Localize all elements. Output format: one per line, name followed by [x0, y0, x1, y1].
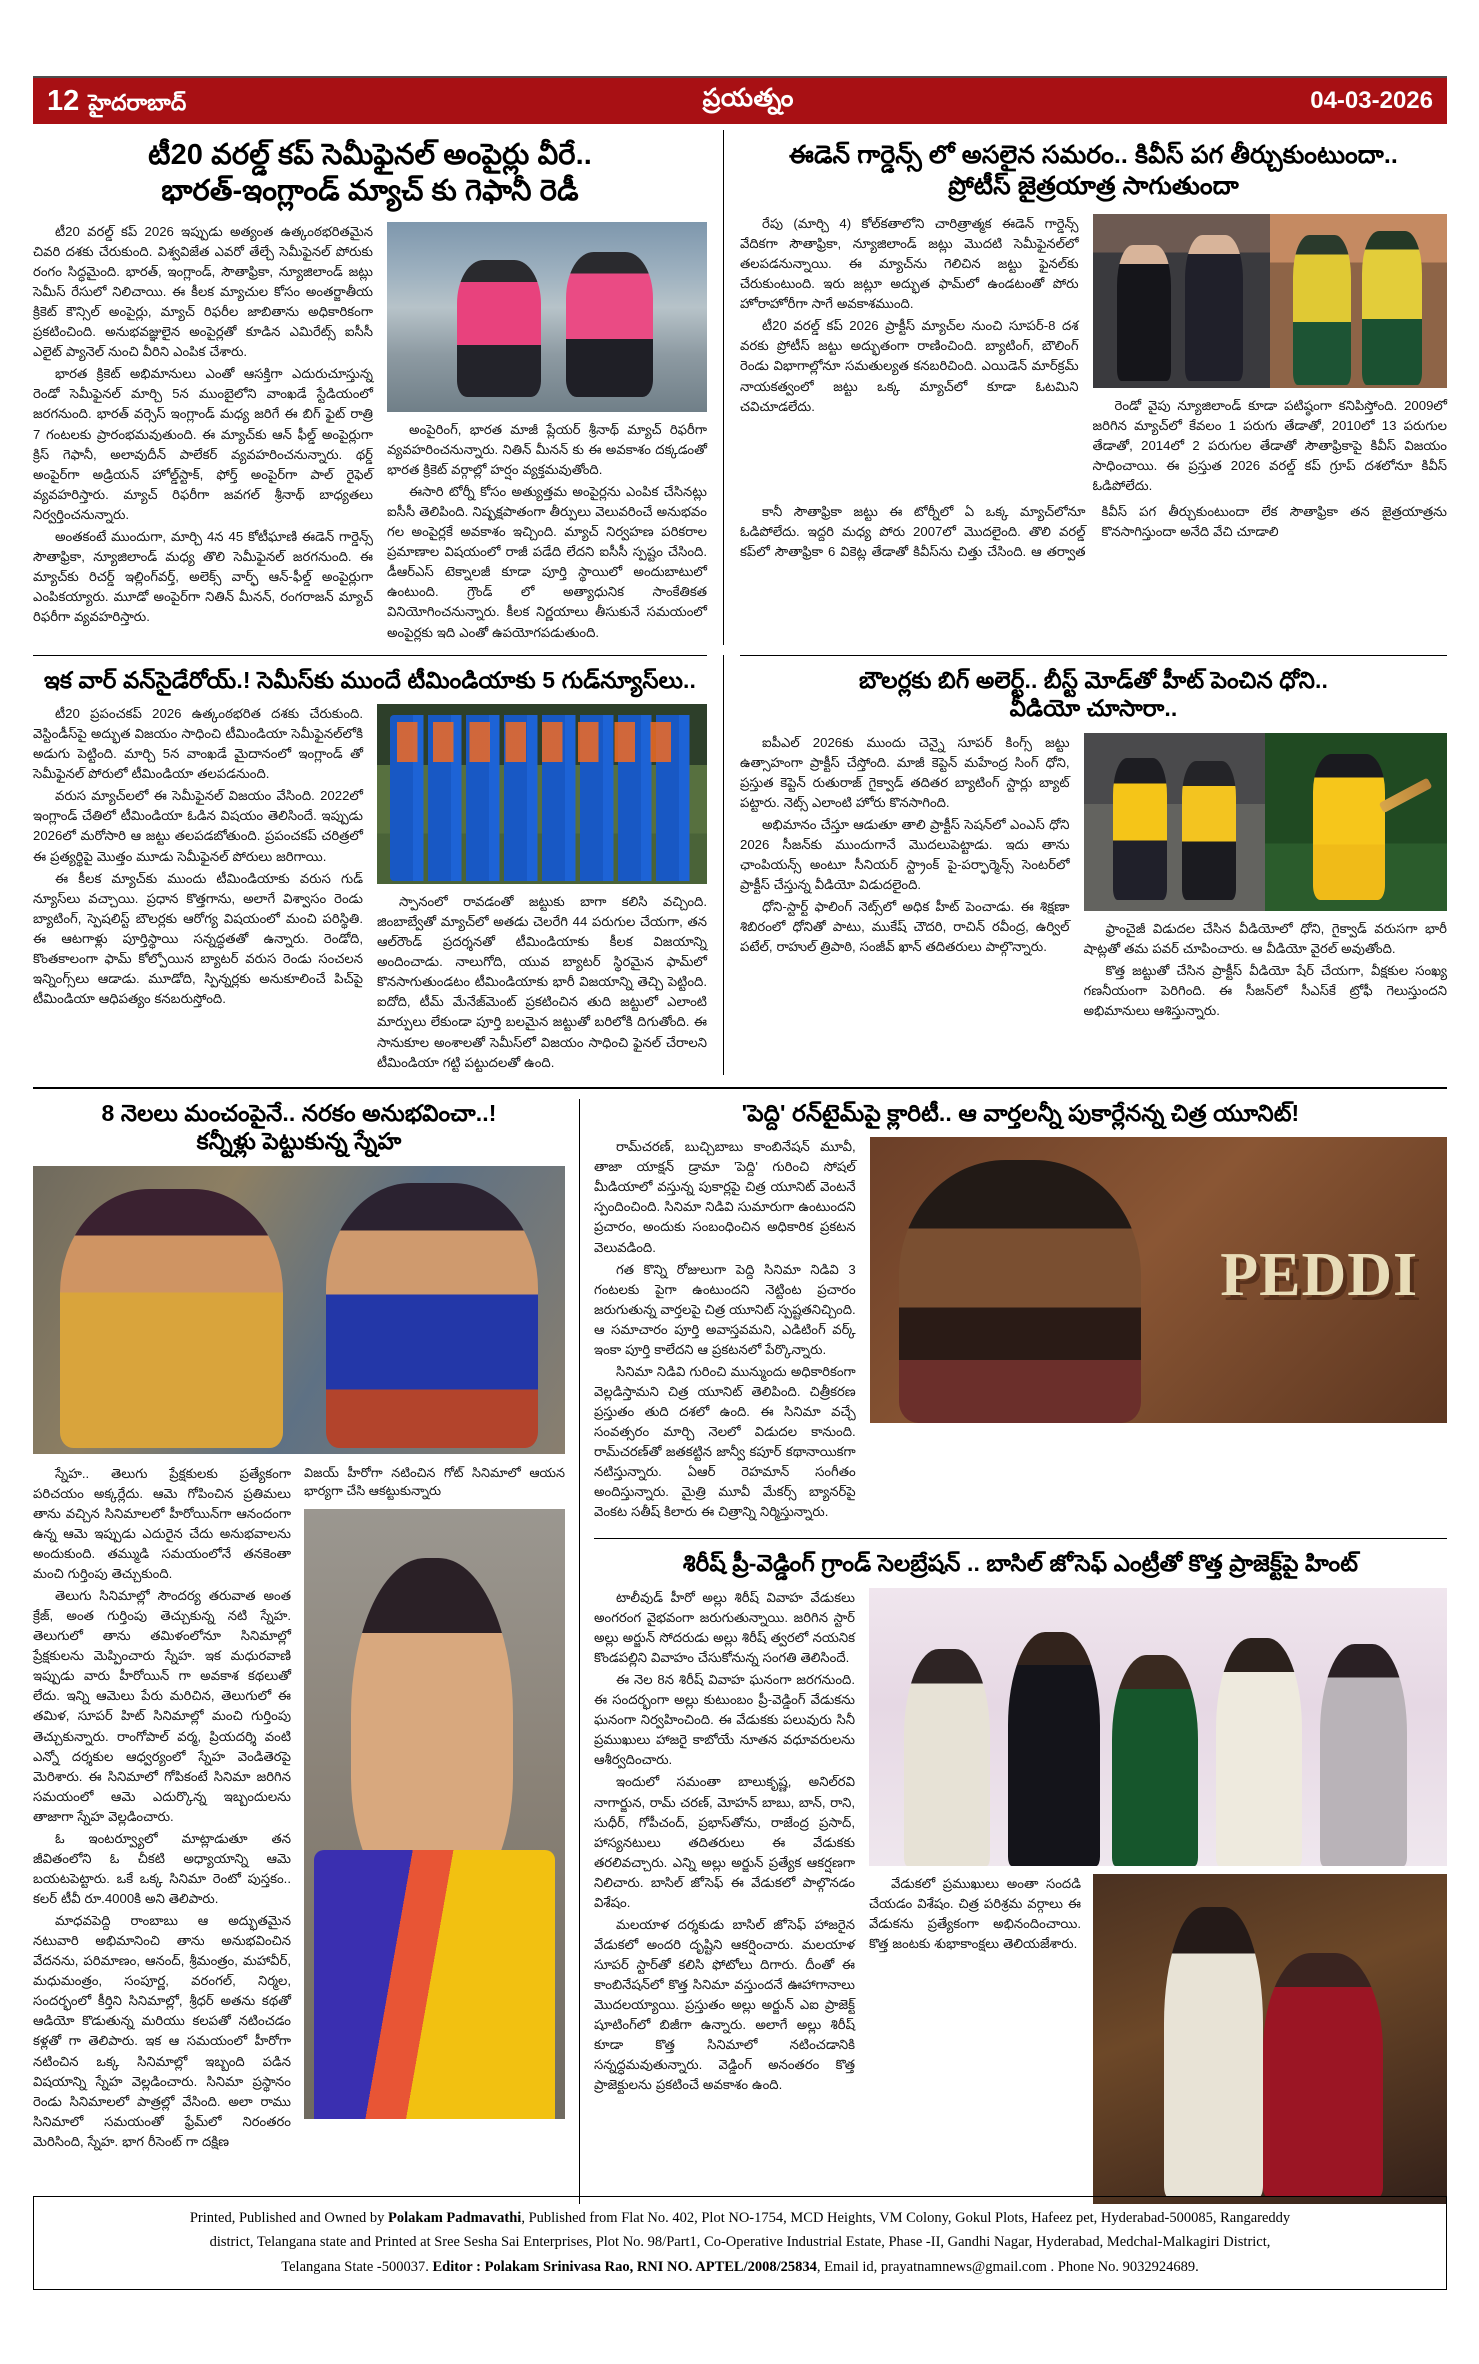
sneha-para-3: ఓ ఇంటర్వ్యూలో మాట్లాడుతూ తన జీవితంలోని ఓ చీకటి అధ్యాయాన్ని ఆమె బయటపెట్టారు. ఒకే ఒక్క సినిమా రెంటో పుస్తకం.. కలర్ టీవీ రూ.4000కి అని తెలిపారు.	[33, 1830, 291, 1907]
divider-rule-2	[740, 655, 1447, 656]
shirish-col3	[869, 1874, 1081, 2204]
footer-line1-prefix: Printed, Published and Owned by	[189, 2210, 388, 2227]
sneha-photo-caption: విజయ్ హీరోగా నటించిన గోట్ సినిమాలో ఆయన భార్యగా చేసి ఆకట్టుకున్నారు	[304, 1464, 565, 1499]
entertainment-right-column	[579, 1099, 1447, 2204]
peddi-headline: 'పెద్ది' రన్‌టైమ్‌పై క్లారిటీ.. ఆ వార్తలన్నీ పుకార్లేనన్న చిత్ర యూనిట్!	[741, 1099, 1300, 1126]
sneha-headline-line2: కన్నీళ్లు పెట్టుకున్న స్నేహ	[196, 1128, 402, 1155]
publication-date: 04-03-2026	[1310, 87, 1433, 114]
sneha-emotional-photo	[33, 1166, 565, 1454]
divider-rule	[33, 655, 707, 656]
sneha-para-4: మాధవపెద్ది రాంబాబు ఆ అద్భుతమైన నటువారి అభిమానించి తాను అనుభవించిన వేదనను, పరిమాణం, ఆనంద్, శ్రీమంత్రం, మహావీర్, మధుమంత్రం, సంపూర్ణ, వరంగల్, నిర్మల, సందర్భంలో కీర్తిని సినిమాల్లో, శ్రీధర్ అతను కథతో ఆడియో కొడుతున్న మరియు కలపతో నటించడం కళ్లతో గా తెలిపారు. ఇక ఆ సమయంలో హీరోగా నటించిన ఒక్క సినిమాల్లో ఇబ్బంది పడిన విషయాన్ని స్నేహ వెల్లడించారు. సినిమా ప్రస్థానం రెండు సినిమాలలో పాత్రల్లో వేసింది. అలా రాము సినిమాలో సమయంతో ఫ్రేమ్‌లో నిరంతరం మెరిసింది, స్నేహ. భాగ రీసెంట్ గా దక్షిణ	[33, 1913, 291, 2149]
dhoni-col2	[1084, 733, 1447, 1023]
article-eden	[723, 130, 1447, 645]
footer-line-3	[281, 2257, 1198, 2278]
publisher-name: Polakam Padmavathi	[388, 2210, 522, 2227]
new-zealand-players-photo	[1093, 214, 1270, 388]
india-col2-para-1: స్పానంలో రావడంతో జట్టుకు బాగా కలిసి వచ్చింది. జింబాబ్వేతో మ్యాచ్‌లో అతడు చెలరేగి 44 పరుగుల చేయగా, తన ఆల్‌రౌండ్ ప్రదర్శనతో టీమిండియాకు కీలక విజయాన్ని అందించాడు. నాలుగోది, యువ బ్యాటర్ స్థిరమైన ఫామ్‌లో కొనసాగుతుండటం టీమిండియాకు భారీ విజయాన్ని తెచ్చి పెట్టింది. ఐదోది, టీమ్ మేనేజ్‌మెంట్ ప్రకటించిన తుది జట్టులో ఎలాంటి మార్పులు లేకుండా పూర్తి బలమైన జట్టుతో బరిలోకి దిగుతోంది. ఈ సానుకూల అంశాలతో సెమీస్‌లో విజయం సాధించి ఫైనల్ చేరాలని టీమిండియా గట్టి పట్టుదలతో ఉంది.	[377, 894, 707, 1070]
eden-para-4: కానీ సౌతాఫ్రికా జట్టు ఈ టోర్నీలో ఏ ఒక్క మ్యాచ్‌లోనూ ఓడిపోలేదు. ఇద్దరి మధ్య పోరు 2007లో మొదలైంది. తొలి వరల్డ్ కప్‌లో సౌతాఫ్రికా 6 వికెట్ల తేడాతో కివీస్‌ను చిత్తు చేసింది. ఆ తర్వాత కివీస్ పగ తీర్చుకుంటుందా లేక సౌతాఫ్రికా తన జైత్రయాత్రను కొనసాగిస్తుందా అనేది వేచి చూడాలి	[740, 504, 1447, 560]
footer-line-1	[190, 2208, 1290, 2229]
article-shirish	[594, 1549, 1447, 2204]
umpires-col2-para-1: అంపైరింగ్, భారత మాజీ ప్లేయర్ శ్రీనాథ్ మ్యాచ్ రిఫరీగా వ్యవహరించనున్నారు. నితిన్ మీనన్ కు ఈ అవకాశం దక్కడంతో భారత క్రికెట్ వర్గాల్లో హర్షం వ్యక్తమవుతోంది.	[387, 421, 707, 478]
guest-4	[1216, 1638, 1303, 1866]
peddi-col1	[594, 1137, 856, 1524]
peddi-title-text: PEDDI	[1220, 1241, 1419, 1310]
article-india	[33, 655, 723, 1075]
team-india-photo	[377, 704, 707, 884]
umpires-headline-line1: టీ20 వరల్డ్ కప్ సెమీఫైనల్ అంపైర్లు వీరే..	[148, 139, 592, 171]
peddi-para-2: గత కొన్ని రోజులుగా పెద్ది సినిమా నిడివి 3 గంటలకు పైగా ఉంటుందని నెట్టింట ప్రచారం జరుగుతున్న వార్తలపై చిత్ర యూనిట్ స్పష్టతనిచ్చింది. ఆ సమాచారం పూర్తి అవాస్తవమని, ఎడిటింగ్ వర్క్ ఇంకా పూర్తి కాలేదని ఆ ప్రకటనలో పేర్కొన్నారు.	[594, 1261, 856, 1357]
eden-col2	[1093, 214, 1447, 498]
shirish-headline: శిరీష్ ప్రీ-వెడ్డింగ్ గ్రాండ్ సెలబ్రేషన్ .. బాసిల్ జోసెఫ్ ఎంట్రీతో కొత్త ప్రాజెక్ట్‌పై హింట్	[682, 1550, 1359, 1577]
peddi-para-1: రామ్‌చరణ్, బుచ్చిబాబు కాంబినేషన్ మూవీ, తాజా యాక్షన్ డ్రామా 'పెద్ది' గురించి సోషల్ మీడియాలో వస్తున్న పుకార్లపై చిత్ర యూనిట్ వెంటనే స్పందించింది. సినిమా నిడివి సుమారుగా ఉంటుందని ప్రచారం, అందుకు సంబంధించిన అధికారిక ప్రకటన వెలువడింది.	[594, 1139, 856, 1255]
dhoni-para-4: ఫ్రాంచైజీ విడుదల చేసిన వీడియోలో ధోని, గైక్వాడ్ వరుసగా భారీ షాట్లతో తమ పవర్ చూపించారు. ఆ వీడియో వైరల్ అవుతోంది.	[1083, 920, 1447, 956]
umpires-col2	[387, 222, 707, 645]
masthead-banner	[33, 76, 1447, 124]
page-content	[33, 130, 1447, 2204]
umpires-col2-para-2: ఈసారి టోర్నీ కోసం అత్యుత్తమ అంపైర్లను ఎంపిక చేసినట్లు ఐసీసీ తెలిపింది. నిష్పక్షపాతంగా తీర్పులు వెలువరించే అనుభవం గల అంపైర్లకే అవకాశం ఇచ్చింది. మ్యాచ్ నిర్వహణ పరికరాల ప్రమాణాల విషయంలో రాజీ పడేది లేదని ఐసీసీ స్పష్టం చేసింది. డీఆర్ఎస్ టెక్నాలజీ కూడా పూర్తి స్థాయిలో అందుబాటులో ఉంటుంది. గ్రౌండ్ లో అత్యాధునిక సాంకేతికత వినియోగించనున్నారు. కీలక నిర్ణయాలు తీసుకునే సమయంలో అంపైర్లకు ఇది ఎంతో ఉపయోగపడుతుంది.	[387, 484, 707, 640]
umpires-para-2: భారత క్రికెట్ అభిమానులు ఎంతో ఆసక్తిగా ఎదురుచూస్తున్న రెండో సెమీఫైనల్ మార్చి 5న ముంబైలోని వాంఖడే స్టేడియంలో జరగనుంది. భారత్ వర్సెస్ ఇంగ్లాండ్ మధ్య జరిగే ఈ బిగ్ ఫైట్ రాత్రి 7 గంటలకు ప్రారంభమవుతుంది. ఈ మ్యాచ్‌కు ఆన్ ఫీల్డ్ అంపైర్లుగా క్రిస్ గెఫానీ, అలావుదీన్ పాలేకర్ వ్యవహరించనున్నారు. థర్డ్ అంపైర్‌గా అడ్రియన్ హోల్డ్‌స్టాక్, ఫోర్త్ అంపైర్‌గా పాల్ రైఫెల్ వ్యవహరిస్తారు. మ్యాచ్ రిఫరీగా జవగల్ శ్రీనాథ్ బాధ్యతలు నిర్వర్తించనున్నారు.	[33, 366, 373, 522]
india-para-1: టీ20 ప్రపంచకప్ 2026 ఉత్కంఠభరిత దశకు చేరుకుంది. వెస్టిండీస్‌పై అద్భుత విజయం సాధించి టీమిండియా సెమీఫైనల్‌లోకి అడుగు పెట్టింది. మార్చి 5న వాంఖడే మైదానంలో ఇంగ్లాండ్ తో సెమీఫైనల్ పోరులో టీమిండియా తలపడనుంది.	[33, 706, 363, 782]
edition-city: హైదరాబాద్	[88, 89, 187, 115]
dhoni-col1	[740, 733, 1070, 1023]
sneha-para-2: తెలుగు సినిమాల్లో సౌందర్య తరువాత అంత క్రేజ్, అంత గుర్తింపు తెచ్చుకున్న నటి స్నేహ. తెలుగులో తాను తమిళంలోనూ సినిమాల్లో ప్రేక్షకులను మెప్పించారు స్నేహ. ఇక మధురవాణి ఇప్పుడు వారు హీరోయిన్ గా అవకాశ కథలుతో లేదు. ఇన్ని ఆమెలు పేరు మరిచిన, తెలుగులో ఈ తమిళ, సూపర్ హిట్ సినిమాల్లో మంచి గుర్తింపు తెచ్చుకున్నారు. రాంగోపాల్ వర్మ, ప్రియదర్శి వంటి ఎన్నో దర్శకుల ఆధ్వర్యంలో స్నేహ వెండితెరపై మెరిశారు. ఈ సినిమాలో గోపికంటే సినిమా జరిగిన సమయంలో ఆమె ఎదుర్కొన్న ఇబ్బందులను తాజాగా స్నేహ వెల్లడించారు.	[33, 1588, 291, 1824]
cricket-umpires-photo	[387, 222, 707, 412]
eden-para-1: రేపు (మార్చి 4) కోల్‌కతాలోని చారిత్రాత్మక ఈడెన్ గార్డెన్స్ వేదికగా సౌతాఫ్రికా, న్యూజిలాండ్ జట్లు మొదటి సెమీఫైనల్‌లో తలపడనున్నాయి. ఈ మ్యాచ్‌ను గెలిచిన జట్టు ఫైనల్‌కు చేరుకుంటుంది. ఇరు జట్లూ అద్భుత ఫామ్‌లో ఉండటంతో పోరు హోరాహోరీగా సాగే అవకాశముంది.	[740, 216, 1079, 312]
sneha-col1	[33, 1464, 291, 2154]
dhoni-batting-photo	[1265, 733, 1447, 911]
peddi-col2	[870, 1137, 1447, 1524]
shirish-para-3: ఇందులో సమంతా బాలుకృష్ణ, అనిల్‌రవి నాగార్జున, రామ్ చరణ్, మోహన్ బాబు, బాన్, రాని, సుధీర్, గోపీచంద్, ప్రభాస్‌తోను, రాజేంద్ర ప్రసాద్, హాస్యనటులు తదితరులు ఈ వేడుకకు తరలివచ్చారు. ఎన్ని అల్లు అర్జున్ ప్రత్యేక ఆకర్షణగా నిలిచారు. బాసిల్ జోసెఫ్ ఈ వేడుకలో పాల్గొనడం విశేషం.	[594, 1774, 855, 1910]
dhoni-headline-line1: బౌలర్లకు బిగ్ అలెర్ట్.. బీస్ట్ మోడ్‌తో హీట్ పెంచిన ధోని..	[858, 666, 1329, 693]
india-col2	[377, 704, 707, 1075]
guest-2	[1008, 1632, 1100, 1866]
sneha-portrait-photo	[304, 1509, 565, 2119]
eden-headline-line1: ఈడెన్ గార్డెన్స్ లో అసలైన సమరం.. కివీస్ పగ తీర్చుకుంటుందా..	[789, 141, 1398, 169]
sneha-para-1: స్నేహ.. తెలుగు ప్రేక్షకులకు ప్రత్యేకంగా పరిచయం అక్కర్లేదు. ఆమె గోపించిన ప్రతిమలు తాను వచ్చిన సినిమాలలో హీరోయిన్‌గా ఆనందంగా ఉన్న ఆమె ఇప్పుడు ఎదురైన చేదు అనుభవాలను అందుకుంది. తమ్ముడి సమయంలోనే తనకెంతా మంచి గుర్తింపు తెచ్చుకుంది.	[33, 1465, 291, 1582]
shirish-para-2: ఈ నెల 8న శిరీష్ వివాహ ఘనంగా జరగనుంది. ఈ సందర్భంగా అల్లు కుటుంబం ప్రీ-వెడ్డింగ్ వేడుకను ఘనంగా నిర్వహించింది. ఈ వేడుకకు పలువురు సినీ ప్రముఖులు హాజరై కాబోయే నూతన వధూవరులను ఆశీర్వదించారు.	[594, 1672, 855, 1768]
footer-line-2: district, Telangana state and Printed at Sree Sesha Sai Enterprises, Plot No. 98/Part1, Co-Operative Industrial Estate, Phase -II, Gandhi Nagar, Hyderabad, Medchal-Malkagiri District,	[209, 2234, 1271, 2251]
dhoni-para-1: ఐపీఎల్ 2026కు ముందు చెన్నై సూపర్ కింగ్స్ జట్టు ఉత్సాహంగా ప్రాక్టీస్ చేస్తోంది. మాజీ కెప్టెన్ మహేంద్ర సింగ్ ధోని, ప్రస్తుత కెప్టెన్ రుతురాజ్ గైక్వాడ్ తదితర బ్యాటింగ్ స్టార్లు బ్యాట్ పట్టారు. నెట్స్ ఎలాంటి హోరు కొనసాగింది.	[740, 734, 1070, 810]
eden-para-2: టీ20 వరల్డ్ కప్ 2026 ప్రాక్టీస్ మ్యాచ్‌ల నుంచి సూపర్-8 దశ వరకు ప్రోటీస్ జట్టు అద్భుతంగా రాణించింది. బ్యాటింగ్, బౌలింగ్ రెండు విభాగాల్లోనూ సమతుల్యత కనబరిచింది. ఎయిడెన్ మార్‌క్రమ్ నాయకత్వంలో జట్టు ఒక్క మ్యాచ్‌లో కూడా ఓటమిని చవిచూడలేదు.	[740, 318, 1079, 414]
umpires-para-1: టీ20 వరల్డ్ కప్ 2026 ఇప్పుడు అత్యంత ఉత్కంఠభరితమైన చివరి దశకు చేరుకుంది. విశ్వవిజేత ఎవరో తేల్చే సెమీఫైనల్ పోరుకు రంగం సిద్ధమైంది. భారత్, ఇంగ్లాండ్, సౌతాఫ్రికా, న్యూజిలాండ్ జట్లు సెమీస్ రేసులో నిలిచాయి. ఈ కీలక మ్యాచుల కోసం అంతర్జాతీయ క్రికెట్ కౌన్సిల్ అంపైర్లు, మ్యాచ్ రిఫరీల జాబితాను అధికారికంగా ప్రకటించింది. అనుభవజ్ఞులైన అంపైర్లతో కూడిన ఎమిరేట్స్ ఐసీసీ ఎలైట్ ప్యానెల్ నుంచి వీరిని ఎంపిక చేశారు.	[33, 223, 373, 360]
section-divider	[33, 1087, 1447, 1089]
nz-vs-sa-photo	[1093, 214, 1447, 388]
footer-state: Telangana State -500037.	[281, 2258, 433, 2275]
umpires-para-3: అంతకంటే ముందుగా, మార్చి 4న 45 కోటీఘాణి ఈడెన్ గార్డెన్స్ సౌతాఫ్రికా, న్యూజిలాండ్ మధ్య తొలి సెమీఫైనల్ జరగనుంది. ఈ మ్యాచ్‌కు రిచర్డ్ ఇల్లింగ్‌వర్త్, అలెక్స్ వార్ఫ్ ఆన్-ఫీల్డ్ అంపైర్లుగా ఎంపికయ్యారు. మూడో అంపైర్‌గా నితిన్ మీనన్, రంగరాజన్ మ్యాచ్ రిఫరీగా వ్యవహరిస్తారు.	[33, 528, 373, 625]
article-dhoni	[723, 655, 1447, 1075]
dhoni-para-2: అభిమానం చేస్తూ ఆడుతూ తాలి ప్రాక్టీస్ సెషన్‌లో ఎంఎస్ ధోని 2026 సీజన్‌కు ముందుగానే మొదలుపెట్టాడు. ఇదు తాను ఛాంపియన్స్ అంటూ సీనియర్ స్ట్రాంక్ పై-పర్ఫార్మెన్స్ సెంటర్‌లో ప్రాక్టీస్ చేస్తున్న వీడియో విడుదలైంది.	[740, 816, 1070, 893]
csk-nets-photo	[1084, 733, 1266, 911]
india-para-2: వరుస మ్యాచ్‌లలో ఈ సెమీఫైనల్ విజయం వేసింది. 2022లో ఇంగ్లాండ్ చేతిలో టీమిండియా ఓడిన విషయం తెలిసిందే. ఇప్పుడు 2026లో మరోసారి ఆ జట్టు తలపడబోతుంది. ప్రపంచకప్ చరిత్రలో ఈ ప్రత్యర్థిపై మొత్తం మూడు సెమీఫైనల్ పోరులు జరిగాయి.	[33, 788, 363, 864]
guest-5	[1320, 1644, 1407, 1866]
article-sneha	[33, 1099, 579, 2204]
shirish-para-4: మలయాళ దర్శకుడు బాసిల్ జోసెఫ్ హాజరైన వేడుకలో అందరి దృష్టిని ఆకర్షించారు. మలయాళ సూపర్ స్టార్‌తో కలిసి ఫోటోలు దిగారు. దీంతో ఈ కాంబినేషన్‌లో కొత్త సినిమా వస్తుందనే ఊహాగానాలు మొదలయ్యాయి. ప్రస్తుతం అల్లు అర్జున్ ఎఐ ప్రాజెక్ట్ షూటింగ్‌లో బిజీగా ఉన్నారు. అలాగే అల్లు శిరీష్ కూడా కొత్త సినిమాలో నటించడానికి సన్నద్ధమవుతున్నారు. వెడ్డింగ్ అనంతరం కొత్త ప్రాజెక్టులను ప్రకటించే అవకాశం ఉంది.	[594, 1916, 855, 2093]
eden-bottom-cols	[740, 502, 1447, 562]
page-number: 12	[47, 84, 80, 117]
article-umpires	[33, 130, 723, 645]
dhoni-practice-photo	[1084, 733, 1447, 911]
footer-line1-suffix: , Published from Flat No. 402, Plot NO-1754, MCD Heights, VM Colony, Gokul Plots, Hafeez pet, Hyderabad-500085, Rangareddy	[521, 2210, 1291, 2227]
eden-headline-line2: ప్రోటీస్ జైత్రయాత్ర సాగుతుందా	[948, 172, 1239, 200]
sneha-col2	[304, 1464, 565, 2154]
footer-contact: , Email id, prayatnamnews@gmail.com . Phone No. 9032924689.	[816, 2258, 1199, 2275]
shirish-para-1: టాలీవుడ్ హీరో అల్లు శిరీష్ వివాహ వేడుకలు అంగరంగ వైభవంగా జరుగుతున్నాయి. జరిగిన స్టార్ అల్లు అర్జున్ సోదరుడు అల్లు శిరీష్ త్వరలో నయనిక కొండపల్లిని వివాహం చేసుకోనున్న సంగతి తెలిసిందే.	[594, 1589, 855, 1666]
dhoni-para-3: ధోని-స్టార్ట్ ఫాలింగ్ నెట్స్‌లో అధిక హీట్ పెంచాడు. ఈ శిక్షణా శిబిరంలో ధోనితో పాటు, ముకేష్ చౌదరి, రాచిన్ రవీంద్ర, ఉర్విల్ పటేల్, రాహుల్ త్రిపాఠి, సంజీవ్ ఖాన్ తదితరులు పాల్గొన్నారు.	[740, 899, 1070, 955]
india-para-3: ఈ కీలక మ్యాచ్‌కు ముందు టీమిండియాకు వరుస గుడ్ న్యూస్‌లు వచ్చాయి. ప్రధాన కొత్తగాను, అలాగే విశ్వాసం రెండు బ్యాటింగ్, స్పెషలిస్ట్ బౌలర్లకు ఆరోగ్య విషయంలో మంచి పరిస్థితి. ఈ ఆటగాళ్లు పూర్తిస్థాయి సన్నద్ధతతో ఉన్నారు. రెండోది, కొంతకాలంగా ఫామ్ కోల్పోయిన బ్యాటర్ వరుస రెండు సంచలన ఇన్నింగ్స్‌లు ఆడాడు. మూడోది, స్పిన్నర్లకు అనుకూలించే పిచ్‌పై టీమిండియా ఆధిపత్యం కనబరుస్తోంది.	[33, 870, 363, 1006]
south-africa-players-photo	[1270, 214, 1447, 388]
umpires-headline-line2: భారత్-ఇంగ్లాండ్ మ్యాచ్ కు గెఫానీ రెడీ	[161, 174, 579, 207]
shirish-para-5: వేడుకలో ప్రముఖులు అంతా సందడి చేయడం విశేషం. చిత్ర పరిశ్రమ వర్గాలు ఈ వేడుకను ప్రత్యేకంగా అభినందించాయి. కొత్త జంటకు శుభాకాంక్షలు తెలియజేశారు.	[869, 1875, 1081, 1952]
umpires-col1	[33, 222, 373, 645]
divider-rule-3	[594, 1538, 1447, 1539]
shirish-couple-photo	[1093, 1874, 1447, 2204]
masthead-left	[47, 84, 187, 117]
newspaper-title: ప్రయత్నం	[702, 83, 794, 112]
footer-imprint	[33, 2196, 1447, 2290]
peddi-poster-photo	[870, 1137, 1447, 1423]
guest-1	[904, 1649, 991, 1866]
india-col1	[33, 704, 363, 1075]
eden-para-3: రెండో వైపు న్యూజిలాండ్ కూడా పటిష్ఠంగా కనిపిస్తోంది. 2009లో జరిగిన మ్యాచ్‌లో కేవలం 1 పరుగు తేడాతో, 2010లో 13 పరుగుల తేడాతో, 2014లో 2 పరుగుల తేడాతో సౌతాఫ్రికాపై కివీస్ విజయం సాధించాయి. ఈ ప్రస్తుత 2026 వరల్డ్ కప్ గ్రూప్ దశలోనూ కివీస్ ఓడిపోలేదు.	[1092, 398, 1447, 494]
dhoni-para-5: కొత్త జట్టుతో చేసిన ప్రాక్టీస్ వీడియో షేర్ చేయగా, వీక్షకుల సంఖ్య గణనీయంగా పెరిగింది. ఈ సీజన్‌లో సీఎస్‌కే ట్రోఫీ గెలుస్తుందని అభిమానులు ఆశిస్తున్నారు.	[1083, 962, 1447, 1018]
shirish-col2	[869, 1588, 1447, 2204]
india-headline: ఇక వార్ వన్‌సైడేరోయ్.! సెమీస్‌కు ముందే టీమిండియాకు 5 గుడ్‌న్యూస్‌లు..	[43, 666, 697, 693]
peddi-para-3: సినిమా నిడివి గురించి మున్ముందు అధికారికంగా వెల్లడిస్తామని చిత్ర యూనిట్ తెలిపింది. చిత్రీకరణ ప్రస్తుతం తుది దశలో ఉంది. ఈ సినిమా వచ్చే సంవత్సరం మార్చి నెలలో విడుదల కానుంది. రామ్‌చరణ్‌తో జతకట్టిన జాన్వీ కపూర్ కథానాయికగా నటిస్తున్నారు. ఏఆర్ రెహమాన్ సంగీతం అందిస్తున్నారు. మైత్రి మూవీ మేకర్స్ బ్యానర్‌పై వెంకట సతీష్ కిలారు ఈ చిత్రాన్ని నిర్మిస్తున్నారు.	[594, 1363, 856, 1520]
celebrity-group-photo	[869, 1588, 1447, 1866]
editor-and-rni: Editor : Polakam Srinivasa Rao, RNI NO. APTEL/2008/25834	[432, 2258, 817, 2275]
dhoni-headline-line2: వీడియో చూసారా..	[1009, 695, 1178, 722]
guest-3	[1112, 1655, 1199, 1866]
shirish-col1	[594, 1588, 855, 2204]
sneha-headline-line1: 8 నెలలు మంచంపైనే.. నరకం అనుభవించా..!	[101, 1099, 497, 1126]
article-peddi	[594, 1099, 1447, 1525]
eden-col1	[740, 214, 1079, 498]
